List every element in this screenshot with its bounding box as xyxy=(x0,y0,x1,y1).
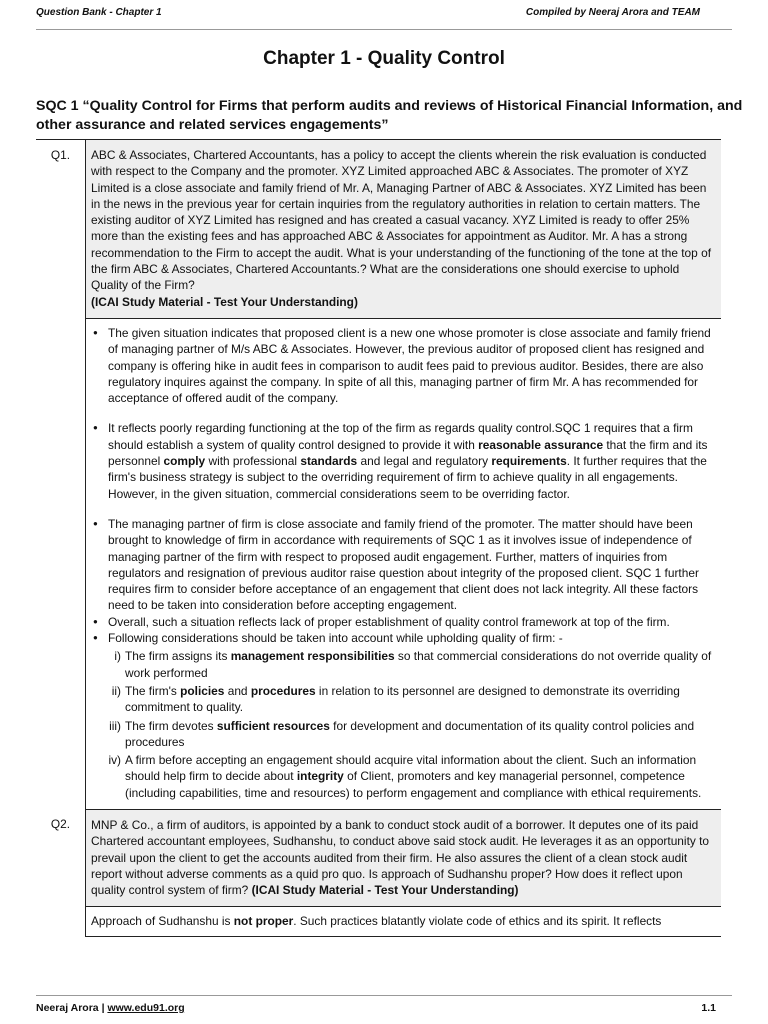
answer-bullet xyxy=(91,630,715,801)
header-left-text: Question Bank - Chapter 1 xyxy=(36,7,162,18)
item-text: of Client, promoters and key managerial personnel, competence (including capabilities, time and resources) to perform engagement and compliance with ethical requirements. xyxy=(125,769,702,800)
bold-term: procedures xyxy=(250,683,316,698)
page-footer xyxy=(36,1002,716,1014)
bold-term: policies xyxy=(180,683,225,698)
page-header xyxy=(36,7,732,23)
q1-number: Q1. xyxy=(36,140,86,810)
header-divider xyxy=(36,29,732,30)
bullet-text: Following considerations should be taken into account while upholding quality of firm: - xyxy=(108,631,563,646)
bold-term: not proper xyxy=(233,914,294,929)
header-right-text: Compiled by Neeraj Arora and TEAM xyxy=(525,7,700,18)
bullet-text: and legal and regulatory xyxy=(357,454,492,469)
item-number: ii) xyxy=(111,683,121,698)
bullet-text: The given situation indicates that proposed client is a new one whose promoter is close associate and family friend of managing partner of M/s ABC & Associates. However, the previous auditor of proposed client has resigned and company is offering hike in audit fees in comparison to audit fees paid to previous auditor. Besides, there are also regulatory inquires against the company. In spite of all this, managing partner of firm Mr. A has recommended for acceptance of offered audit of the company. xyxy=(108,325,711,406)
question-table xyxy=(36,139,721,937)
consideration-item xyxy=(108,648,715,681)
bullet-text: . It further requires that the firm's business strategy is subject to the overriding requirement of firm to achieve quality in all engagements. However, in the given situation, commercial considerations seem to be overriding factor. xyxy=(108,454,707,501)
answer-text: Approach of Sudhanshu is xyxy=(91,914,234,929)
footer-divider xyxy=(36,995,732,996)
answer-bullet xyxy=(91,614,715,630)
bold-term: sufficient resources xyxy=(216,718,330,733)
bullet-text: that the firm and its personnel xyxy=(108,437,708,469)
bold-term: reasonable assurance xyxy=(478,437,604,452)
item-number: i) xyxy=(114,649,121,664)
chapter-title: Chapter 1 - Quality Control xyxy=(263,48,505,69)
q2-row xyxy=(36,809,721,906)
item-text: and xyxy=(224,683,251,698)
q1-text: ABC & Associates, Chartered Accountants, has a policy to accept the clients wherein the risk evaluation is conducted with respect to the Company and the promoter. XYZ Limited approached ABC & Associates. The promoter of XYZ Limited is a close associate and family friend of Mr. A, Managing Partner of ABC & Associates. XYZ Limited has been in the news in the previous year for certain inquiries from the regulatory authorities in relation to certain matters. The existing auditor of XYZ Limited has resigned and has created a casual vacancy. XYZ Limited is ready to offer 25% more than the existing fees and has approached ABC & Associates for appointment as Auditor. Mr. A has a strong recommendation to the Firm to accept the audit. What is your understanding of the functioning of the tone at the top of the firm ABC & Associates, Chartered Accountants.? What are the considerations one should exercise to uphold Quality of the Firm? xyxy=(91,148,712,293)
q2-number: Q2. xyxy=(36,809,86,936)
bullet-text: The managing partner of firm is close associate and family friend of the promoter. The matter should have been brought to knowledge of firm in accordance with requirements of SQC 1 as it involves issue of independence of managing partner of the firm with respect to proposed audit engagement. Further, matters of inquiries from regulators and resignation of previous auditor raise question about integrity of the proposed client. SQC 1 further requires firm to consider before acceptance of an engagement that client does not lack integrity. All these factors need to be taken into consideration before accepting engagement. xyxy=(108,516,699,613)
item-text: A firm before accepting an engagement should acquire vital information about the client. Such an information should help firm to decide about xyxy=(125,753,697,784)
page-number: 1.1 xyxy=(701,1002,716,1014)
answer-text: . Such practices blatantly violate code of ethics and its spirit. It reflects xyxy=(293,914,662,929)
q1-answer-list xyxy=(91,325,715,801)
item-text: for development and documentation of its quality control policies and procedures xyxy=(125,718,695,749)
sqc-heading: SQC 1 “Quality Control for Firms that perform audits and reviews of Historical Financial Information, and other assurance and related services engagements” xyxy=(36,98,743,133)
item-text: The firm assigns its xyxy=(125,649,231,664)
footer-website-link[interactable]: www.edu91.org xyxy=(107,1002,185,1014)
answer-bullet xyxy=(91,325,715,406)
answer-bullet xyxy=(91,420,715,501)
footer-separator: | xyxy=(98,1002,108,1014)
q1-question xyxy=(86,140,722,319)
q2-question xyxy=(86,809,722,906)
item-number: iii) xyxy=(109,718,121,733)
q1-answer-row xyxy=(36,318,721,809)
bullet-text: with professional xyxy=(205,454,301,469)
q2-source: (ICAI Study Material - Test Your Understanding) xyxy=(251,883,519,898)
consideration-item xyxy=(108,752,715,801)
item-text: so that commercial considerations do not override quality of work performed xyxy=(125,649,712,680)
bold-term: requirements xyxy=(491,454,567,469)
bold-term: management responsibilities xyxy=(230,649,395,664)
q2-answer-row xyxy=(36,907,721,936)
footer-author: Neeraj Arora xyxy=(36,1002,99,1014)
considerations-list xyxy=(108,648,715,801)
q1-row xyxy=(36,140,721,319)
bold-term: comply xyxy=(163,454,206,469)
bold-term: integrity xyxy=(296,769,344,784)
consideration-item xyxy=(108,718,715,751)
answer-bullet xyxy=(91,516,715,614)
q2-answer xyxy=(86,907,722,936)
bullet-text: Overall, such a situation reflects lack of proper establishment of quality control framework at top of the firm. xyxy=(108,614,670,629)
q1-source: (ICAI Study Material - Test Your Understanding) xyxy=(91,294,358,309)
item-number: iv) xyxy=(108,753,121,768)
bold-term: standards xyxy=(300,454,358,469)
item-text: The firm devotes xyxy=(125,718,217,733)
consideration-item xyxy=(108,683,715,716)
item-text: in relation to its personnel are designed to demonstrate its overriding commitment to quality. xyxy=(125,683,680,715)
item-text: The firm's xyxy=(125,683,181,698)
q1-answer xyxy=(86,318,722,809)
bullet-text: It reflects poorly regarding functioning at the top of the firm as regards quality control.SQC 1 requires that a firm should establish a system of quality control designed to provide it with xyxy=(108,421,693,452)
q2-text: MNP & Co., a firm of auditors, is appointed by a bank to conduct stock audit of a borrower. It deputes one of its paid Chartered accountant employees, Sudhanshu, to conduct above said stock audit. He leverages it as an opportunity to prevail upon the client to get the accounts audited from their firm. He also assures the client of a clean stock audit report without adverse comments as a quid pro quo. Is approach of Sudhanshu proper? How does it reflect upon quality control system of firm? xyxy=(91,817,710,898)
